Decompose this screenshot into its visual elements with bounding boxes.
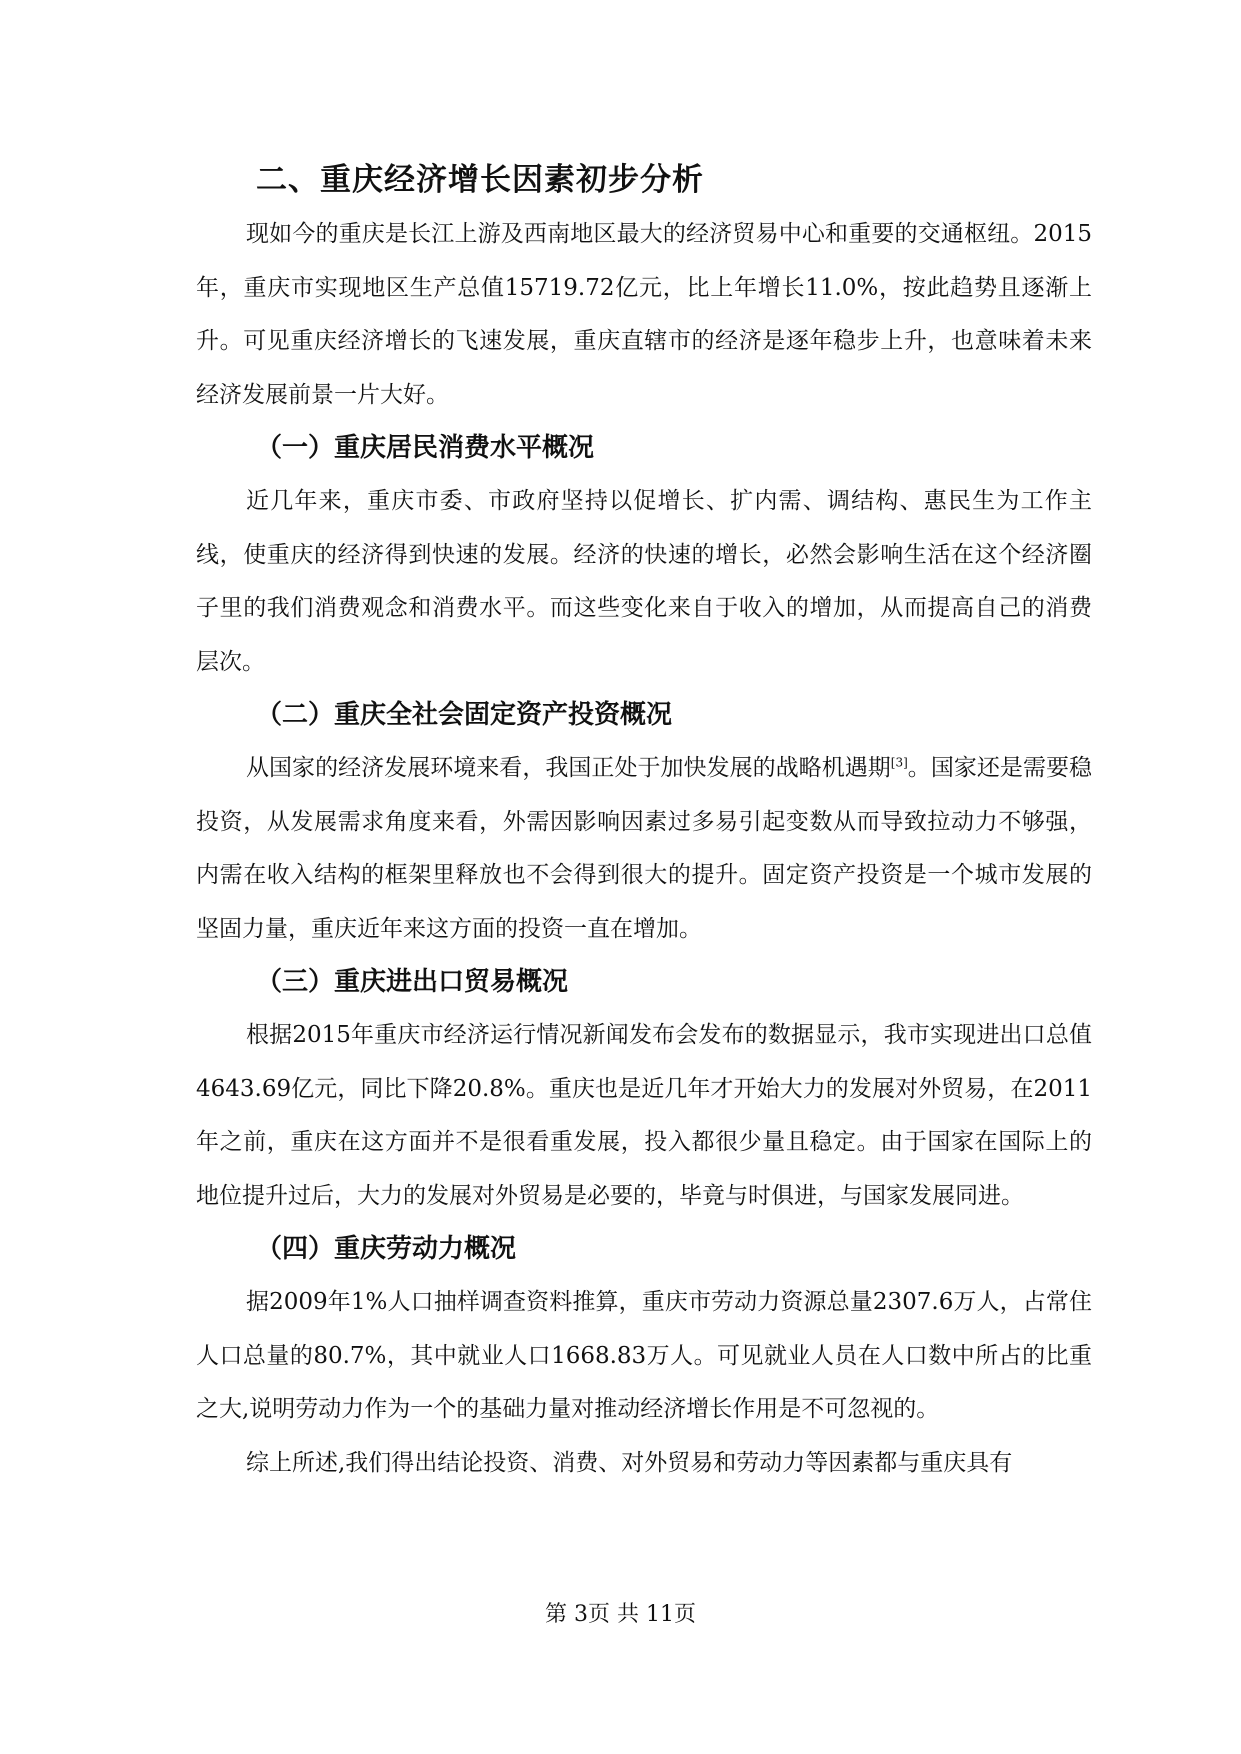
citation-reference[interactable]: [3] (890, 755, 908, 770)
trade-paragraph: 根据2015年重庆市经济运行情况新闻发布会发布的数据显示，我市实现进出口总值4643.69亿元，同比下降20.8%。重庆也是近几年才开始大力的发展对外贸易，在2011年之前，重庆在这方面并不是很看重发展，投入都很少量且稳定。由于国家在国际上的地位提升过后，大力的发展对外贸易是必要的，毕竟与时俱进，与国家发展同进。 (196, 1022, 1092, 1209)
subsection-title-consumption: （一）重庆居民消费水平概况 (256, 433, 595, 463)
subsection-title-trade: （三）重庆进出口贸易概况 (256, 967, 569, 997)
investment-paragraph (196, 742, 1092, 956)
page-footer: 第 3页 共 11页 (545, 1602, 696, 1627)
subsection-title-investment: （二）重庆全社会固定资产投资概况 (256, 700, 673, 730)
consumption-paragraph: 近几年来，重庆市委、市政府坚持以促增长、扩内需、调结构、惠民生为工作主线，使重庆的经济得到快速的发展。经济的快速的增长，必然会影响生活在这个经济圈子里的我们消费观念和消费水平。而这些变化来自于收入的增加，从而提高自己的消费层次。 (196, 488, 1092, 675)
investment-paragraph-text-start: 从国家的经济发展环境来看，我国正处于加快发展的战略机遇期 (246, 755, 891, 781)
page-content (196, 152, 1092, 1490)
subsection-title-labor: （四）重庆劳动力概况 (256, 1234, 517, 1264)
section-title: 二、重庆经济增长因素初步分析 (256, 162, 704, 198)
investment-paragraph-text-end: 。国家还是需要稳投资，从发展需求角度来看，外需因影响因素过多易引起变数从而导致拉动力不够强，内需在收入结构的框架里释放也不会得到很大的提升。固定资产投资是一个城市发展的坚固力量，重庆近年来这方面的投资一直在增加。 (196, 755, 1093, 942)
conclusion-paragraph: 综上所述,我们得出结论投资、消费、对外贸易和劳动力等因素都与重庆具有 (246, 1449, 1013, 1476)
labor-paragraph: 据2009年1%人口抽样调查资料推算，重庆市劳动力资源总量2307.6万人，占常住人口总量的80.7%，其中就业人口1668.83万人。可见就业人员在人口数中所占的比重之大,说明劳动力作为一个的基础力量对推动经济增长作用是不可忽视的。 (196, 1289, 1092, 1422)
intro-paragraph: 现如今的重庆是长江上游及西南地区最大的经济贸易中心和重要的交通枢纽。2015年，重庆市实现地区生产总值15719.72亿元，比上年增长11.0%，按此趋势且逐渐上升。可见重庆经济增长的飞速发展，重庆直辖市的经济是逐年稳步上升，也意味着未来经济发展前景一片大好。 (196, 221, 1092, 408)
